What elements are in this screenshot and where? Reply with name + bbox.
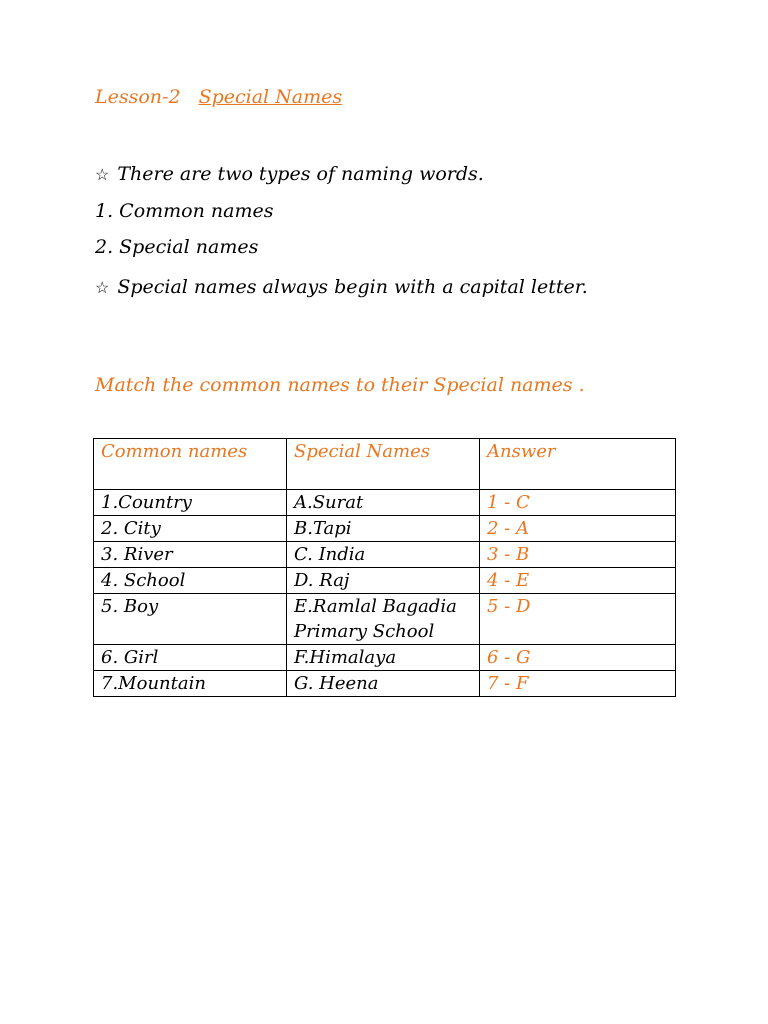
lesson-topic: Special Names	[198, 86, 343, 108]
rule-line	[95, 274, 655, 301]
star-icon: ☆	[95, 278, 110, 297]
answer-cell: 3 - B	[480, 542, 676, 568]
answer-cell: 6 - G	[480, 645, 676, 671]
header-answer: Answer	[480, 439, 676, 490]
list-item-common-names: 1. Common names	[95, 200, 274, 222]
rule-text: Special names always begin with a capital letter.	[117, 276, 588, 298]
header-special-names: Special Names	[287, 439, 480, 490]
instruction-text: Match the common names to their Special names .	[95, 374, 585, 396]
table-row	[94, 516, 676, 542]
matching-table	[93, 438, 676, 697]
special-name-cell: F.Himalaya	[287, 645, 480, 671]
table-row	[94, 568, 676, 594]
common-name-cell: 5. Boy	[94, 594, 287, 645]
common-name-cell: 3. River	[94, 542, 287, 568]
answer-cell: 7 - F	[480, 671, 676, 697]
common-name-cell: 7.Mountain	[94, 671, 287, 697]
special-name-cell: D. Raj	[287, 568, 480, 594]
common-name-cell: 6. Girl	[94, 645, 287, 671]
table-header-row	[94, 439, 676, 490]
table-row	[94, 594, 676, 645]
answer-cell: 4 - E	[480, 568, 676, 594]
intro-line	[95, 163, 484, 185]
table-row	[94, 645, 676, 671]
list-item-special-names: 2. Special names	[95, 236, 259, 258]
lesson-label: Lesson-2	[95, 86, 181, 108]
special-name-cell: E.Ramlal Bagadia Primary School	[287, 594, 480, 645]
intro-text: There are two types of naming words.	[117, 163, 484, 185]
common-name-cell: 2. City	[94, 516, 287, 542]
special-name-cell: C. India	[287, 542, 480, 568]
star-icon: ☆	[95, 165, 110, 184]
header-common-names: Common names	[94, 439, 287, 490]
common-name-cell: 1.Country	[94, 490, 287, 516]
table-row	[94, 671, 676, 697]
table-row	[94, 542, 676, 568]
special-name-cell: G. Heena	[287, 671, 480, 697]
answer-cell: 5 - D	[480, 594, 676, 645]
answer-cell: 2 - A	[480, 516, 676, 542]
table-row	[94, 490, 676, 516]
special-name-cell: A.Surat	[287, 490, 480, 516]
lesson-heading	[95, 86, 342, 108]
special-name-cell: B.Tapi	[287, 516, 480, 542]
common-name-cell: 4. School	[94, 568, 287, 594]
answer-cell: 1 - C	[480, 490, 676, 516]
